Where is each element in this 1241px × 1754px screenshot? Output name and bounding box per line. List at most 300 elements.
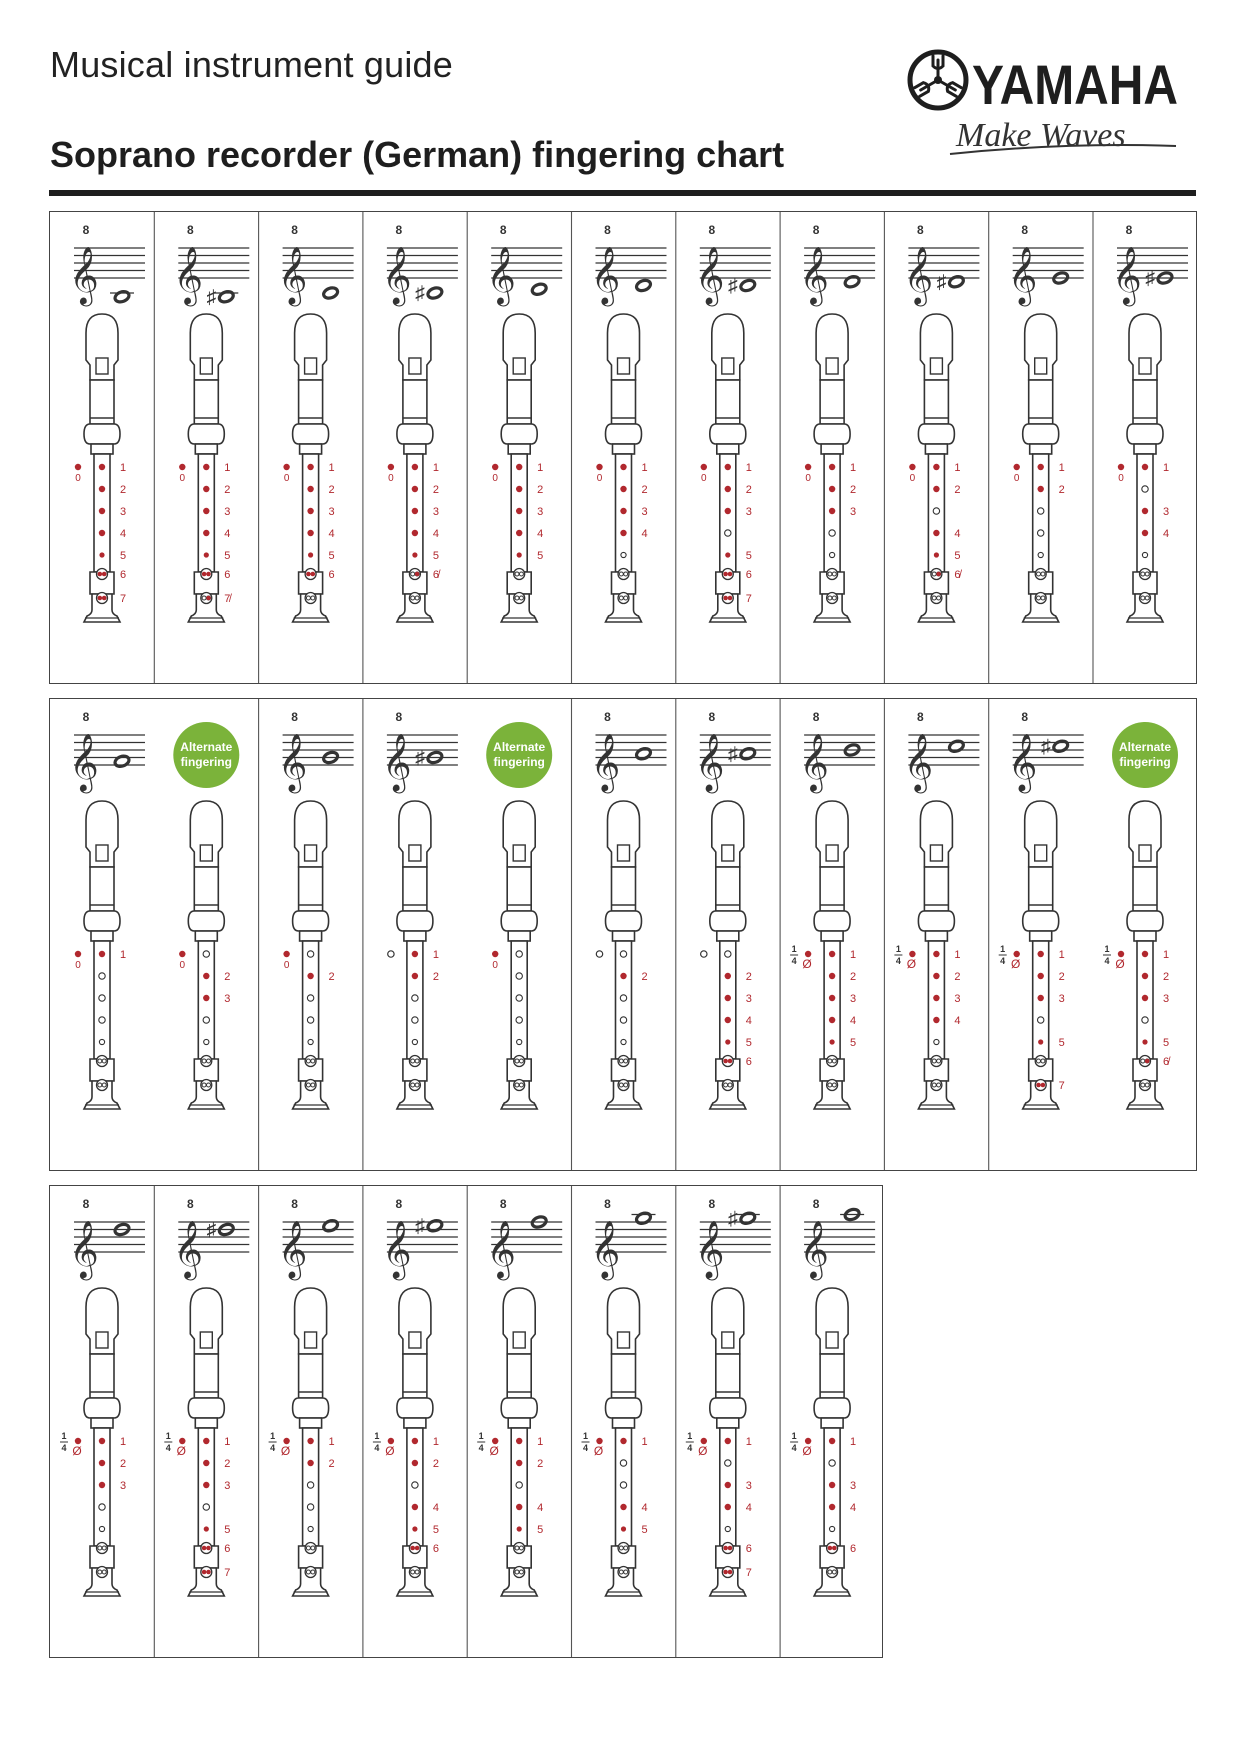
hole-number: 1 [224, 462, 231, 474]
treble-clef-icon: 𝄞 [1112, 247, 1142, 303]
hole-closed [516, 1438, 522, 1444]
hole-number: 1 [1162, 949, 1170, 961]
hole-number: 5 [224, 550, 231, 562]
guide-title: Musical instrument guide [50, 44, 453, 85]
recorder-tenon [814, 424, 850, 444]
hole-closed [620, 973, 626, 979]
note-fingering-cell [989, 699, 1084, 1170]
hole-closed [516, 530, 522, 536]
double-hole-open [311, 596, 315, 600]
octave-mark: 8 [186, 223, 194, 237]
thumb-hole-closed [596, 464, 602, 470]
brand-tagline: Make Waves [956, 117, 1126, 154]
double-hole-open [515, 1570, 519, 1574]
half-fraction-top: 1 [895, 944, 901, 954]
hole-closed [1142, 995, 1148, 1001]
hole-number: 0 [283, 473, 290, 484]
double-hole-open [1141, 1059, 1145, 1063]
recorder-tenon [814, 1398, 850, 1418]
double-hole-open [624, 1546, 628, 1550]
hole-closed [99, 1482, 105, 1488]
thumb-hole-closed [701, 464, 707, 470]
thumb-hole-closed [492, 951, 498, 957]
hole-open [99, 1039, 104, 1044]
treble-clef-icon: 𝄞 [590, 1221, 621, 1277]
double-hole-closed [723, 1546, 728, 1551]
note-fingering-cell [572, 699, 667, 1170]
double-hole-open [832, 572, 836, 576]
hole-closed [725, 995, 731, 1001]
double-hole-open [1037, 1059, 1041, 1063]
hole-closed [203, 464, 209, 470]
note-fingering-cell [780, 699, 875, 1170]
recorder-head [399, 1288, 431, 1354]
double-hole-open [306, 1570, 310, 1574]
hole-open [412, 1017, 418, 1023]
note-fingering-cell [363, 1186, 458, 1657]
double-hole-open [624, 1083, 628, 1087]
chart-title: Soprano recorder (German) fingering chart [50, 134, 785, 175]
double-hole-open [932, 1059, 936, 1063]
hole-number: 4 [432, 528, 439, 540]
double-hole-open [619, 596, 623, 600]
double-hole-open [1145, 596, 1149, 600]
hole-open [203, 1017, 209, 1023]
double-hole-closed [1036, 1083, 1041, 1088]
whole-note [948, 739, 965, 753]
recorder-tenon [710, 1398, 746, 1418]
hole-number: 1 [954, 462, 961, 474]
recorder-head [399, 801, 431, 867]
recorder-head [920, 314, 952, 380]
double-hole-open [832, 1570, 836, 1574]
recorder-tenon [814, 911, 850, 931]
thumb-half-mark: Ø [176, 1444, 186, 1458]
whole-note [531, 282, 548, 296]
double-hole-closed [98, 596, 103, 601]
hole-number: 1 [119, 949, 127, 961]
hole-number: 5 [432, 550, 439, 562]
double-hole-open [828, 1570, 832, 1574]
sharp-icon: ♯ [728, 743, 738, 765]
recorder-tenon [918, 911, 954, 931]
hole-open [725, 1460, 731, 1466]
octave-mark: 8 [708, 223, 716, 237]
octave-mark: 8 [499, 1197, 507, 1211]
hole-open [725, 951, 731, 957]
treble-clef-icon: 𝄞 [695, 1221, 725, 1277]
hole-number: 7 [1058, 1080, 1065, 1092]
hole-closed [307, 973, 313, 979]
recorder-ring [300, 1418, 322, 1428]
octave-mark: 8 [291, 710, 298, 724]
hole-number: 4 [850, 1502, 857, 1514]
recorder-ring [195, 931, 217, 941]
yamaha-logo-graphic [908, 46, 1180, 158]
double-hole-open [102, 1059, 106, 1063]
hole-number: 6 [119, 569, 127, 581]
double-hole-open [932, 572, 936, 576]
hole-number: 5 [1058, 1037, 1065, 1049]
hole-open [99, 973, 105, 979]
double-hole-open [202, 1083, 206, 1087]
half-fraction-top: 1 [791, 1431, 797, 1441]
hole-number: 2 [1058, 971, 1065, 983]
recorder-head [1025, 801, 1057, 867]
hole-number: 6 [224, 1543, 231, 1555]
hole-number: 7 [119, 593, 127, 605]
hole-closed [517, 552, 522, 557]
whole-note [1052, 739, 1069, 753]
hole-closed [725, 464, 731, 470]
hole-number: 6̸ [954, 569, 961, 581]
hole-open [620, 995, 626, 1001]
hole-number: 3 [1162, 993, 1170, 1005]
note-fingering-cell [1093, 212, 1188, 683]
thumb-half-mark: Ø [802, 957, 812, 971]
hole-number: 1 [119, 462, 127, 474]
half-fraction-top: 1 [478, 1431, 484, 1441]
treble-clef-icon: 𝄞 [590, 247, 621, 303]
sharp-icon: ♯ [415, 747, 425, 769]
hole-closed [725, 552, 730, 557]
hole-number: 2 [850, 971, 857, 983]
hole-closed [725, 1438, 731, 1444]
double-hole-open [519, 1083, 523, 1087]
hole-closed [203, 1438, 209, 1444]
recorder-ring [91, 1418, 113, 1428]
hole-closed [829, 1504, 835, 1510]
double-hole-open [624, 1570, 628, 1574]
double-hole-half [936, 572, 941, 577]
recorder-ring [925, 444, 947, 454]
double-hole-open [515, 596, 519, 600]
thumb-half-mark: Ø [1115, 957, 1125, 971]
hole-closed [829, 1438, 835, 1444]
double-hole-open [102, 1570, 106, 1574]
half-fraction-bottom: 4 [895, 956, 901, 966]
note-fingering-cell [259, 212, 354, 683]
alternate-label: Alternate [180, 740, 233, 754]
whole-note [322, 286, 339, 300]
half-fraction-bottom: 4 [61, 1443, 67, 1453]
recorder-tenon [188, 911, 224, 931]
octave-mark: 8 [395, 223, 403, 237]
recorder-ring [717, 444, 739, 454]
recorder-ring [508, 1418, 530, 1428]
hole-open [412, 1039, 417, 1044]
hole-open [412, 1482, 418, 1488]
double-hole-open [828, 572, 832, 576]
hole-closed [620, 464, 626, 470]
hole-number: 3 [119, 506, 127, 518]
octave-mark: 8 [708, 710, 716, 724]
recorder-tenon [606, 1398, 642, 1418]
recorder-tenon [293, 1398, 329, 1418]
hole-number: 1 [328, 462, 335, 474]
hole-number: 0 [179, 473, 186, 484]
whole-note [739, 279, 756, 293]
recorder-tenon [606, 911, 642, 931]
hole-open [516, 951, 522, 957]
alternate-label: Alternate [493, 740, 546, 754]
hole-number: 5 [224, 1524, 231, 1536]
double-hole-open [832, 596, 836, 600]
double-hole-open [519, 1546, 523, 1550]
whole-note [635, 1211, 652, 1225]
octave-mark: 8 [812, 223, 820, 237]
double-hole-open [624, 572, 628, 576]
hole-closed [412, 1438, 418, 1444]
treble-clef-icon: 𝄞 [173, 247, 204, 303]
hole-closed [307, 1460, 313, 1466]
thumb-half-mark: Ø [906, 957, 917, 971]
hole-number: 2 [537, 1458, 544, 1470]
hole-number: 0 [492, 473, 498, 484]
octave-mark: 8 [186, 1197, 194, 1211]
double-hole-open [519, 1059, 523, 1063]
double-hole-open [415, 1570, 419, 1574]
recorder-head [920, 801, 952, 867]
hole-number: 4 [641, 1502, 648, 1514]
double-hole-open [619, 1546, 623, 1550]
hole-number: 0 [75, 473, 81, 484]
half-fraction-top: 1 [1000, 944, 1006, 954]
hole-number: 1 [954, 949, 961, 961]
alternate-label: fingering [180, 755, 232, 769]
hole-number: 1 [850, 949, 857, 961]
whole-note [739, 1211, 756, 1225]
recorder-head [608, 314, 640, 380]
note-fingering-cell [259, 699, 354, 1170]
recorder-ring [195, 444, 217, 454]
hole-open [725, 530, 731, 536]
hole-number: 5 [954, 550, 961, 562]
fingering-row-graphic [50, 1186, 883, 1657]
yamaha-logo [908, 46, 1180, 158]
alternate-fingering-cell [486, 722, 552, 1109]
thumb-hole-closed [283, 464, 289, 470]
note-fingering-cell [60, 1197, 145, 1596]
double-hole-closed [728, 1570, 733, 1575]
double-hole-open [1041, 596, 1045, 600]
hole-closed [307, 508, 313, 514]
recorder-head [712, 1288, 744, 1354]
hole-open [307, 1504, 313, 1510]
hole-closed [725, 508, 731, 514]
hole-number: 3 [850, 993, 857, 1005]
hole-closed [933, 530, 939, 536]
hole-number: 0 [596, 473, 603, 484]
half-fraction-bottom: 4 [687, 1443, 693, 1453]
hole-number: 3 [328, 506, 335, 518]
double-hole-closed [202, 1570, 207, 1575]
brand-name: YAMAHA [972, 53, 1178, 116]
recorder-head [712, 314, 744, 380]
alternate-label: fingering [1119, 755, 1171, 769]
hole-open [516, 1017, 522, 1023]
recorder-ring [613, 444, 635, 454]
hole-number: 0 [1013, 473, 1020, 484]
treble-clef-icon: 𝄞 [486, 1221, 516, 1277]
thumb-hole-closed [179, 464, 185, 470]
hole-closed [203, 973, 209, 979]
thumb-hole-open [701, 951, 707, 957]
double-hole-open [306, 1083, 310, 1087]
whole-note [948, 275, 965, 289]
double-hole-open [411, 1059, 415, 1063]
hole-open [307, 1017, 313, 1023]
octave-mark: 8 [82, 710, 90, 724]
recorder-ring [821, 931, 843, 941]
hole-closed [203, 995, 209, 1001]
recorder-ring [195, 1418, 217, 1428]
thumb-hole-closed [1014, 464, 1020, 470]
note-fingering-cell [676, 1186, 771, 1657]
hole-open [830, 1526, 835, 1531]
double-hole-open [311, 1570, 315, 1574]
double-hole-open [515, 1546, 519, 1550]
double-hole-closed [723, 1059, 728, 1064]
double-hole-open [619, 1570, 623, 1574]
recorder-tenon [1127, 911, 1163, 931]
hole-closed [1142, 530, 1148, 536]
whole-note [114, 290, 131, 304]
hole-closed [307, 486, 313, 492]
recorder-tenon [918, 424, 954, 444]
octave-mark: 8 [499, 223, 507, 237]
note-fingering-cell [363, 699, 458, 1170]
octave-mark: 8 [82, 223, 90, 237]
sharp-icon: ♯ [728, 275, 738, 297]
half-fraction-bottom: 4 [165, 1443, 171, 1453]
hole-number: 4 [641, 528, 648, 540]
double-hole-closed [728, 1546, 733, 1551]
hole-closed [203, 530, 209, 536]
hole-closed [412, 1526, 417, 1531]
hole-number: 1 [850, 1436, 857, 1448]
recorder-tenon [501, 1398, 537, 1418]
hole-number: 1 [641, 1436, 648, 1448]
hole-closed [412, 552, 417, 557]
treble-clef-icon: 𝄞 [903, 247, 934, 303]
double-hole-open [98, 1059, 102, 1063]
recorder-ring [91, 444, 113, 454]
double-hole-open [624, 1059, 628, 1063]
hole-open [1038, 530, 1044, 536]
double-hole-open [415, 1083, 419, 1087]
hole-open [99, 1504, 105, 1510]
alternate-fingering-cell [1103, 722, 1178, 1109]
hole-number: 1 [432, 1436, 439, 1448]
hole-closed [412, 508, 418, 514]
hole-number: 3 [641, 506, 648, 518]
treble-clef-icon: 𝄞 [799, 734, 829, 790]
double-hole-open [311, 1059, 315, 1063]
octave-mark: 8 [1125, 223, 1133, 237]
hole-closed [934, 552, 939, 557]
hole-closed [516, 1460, 522, 1466]
hole-open [830, 552, 835, 557]
hole-number: 2 [432, 1458, 439, 1470]
treble-clef-icon: 𝄞 [277, 1221, 308, 1277]
hole-closed [933, 995, 939, 1001]
half-fraction-top: 1 [687, 1431, 693, 1441]
hole-number: 6 [745, 1543, 752, 1555]
fingering-row-graphic [50, 699, 1196, 1170]
recorder-head [190, 1288, 222, 1354]
hole-open [725, 1526, 730, 1531]
recorder-ring [300, 931, 322, 941]
double-hole-open [1141, 1083, 1145, 1087]
recorder-ring [1030, 931, 1052, 941]
hole-number: 5 [537, 550, 544, 562]
double-hole-half [1145, 1059, 1150, 1064]
recorder-head [295, 1288, 327, 1354]
double-hole-open [311, 1083, 315, 1087]
hole-number: 5 [537, 1524, 544, 1536]
hole-open [308, 1526, 313, 1531]
double-hole-open [1141, 572, 1145, 576]
hole-number: 6 [745, 569, 752, 581]
double-hole-open [724, 1083, 728, 1087]
fingering-row-1 [49, 211, 1197, 684]
hole-open [307, 995, 313, 1001]
hole-closed [204, 1526, 209, 1531]
double-hole-open [937, 1059, 941, 1063]
half-fraction-bottom: 4 [791, 956, 797, 966]
hole-number: 2 [641, 484, 648, 496]
note-fingering-cell [363, 212, 458, 683]
hole-closed [412, 1504, 418, 1510]
double-hole-open [102, 1083, 106, 1087]
hole-closed [933, 973, 939, 979]
hole-number: 2 [1162, 971, 1170, 983]
treble-clef-icon: 𝄞 [799, 1221, 829, 1277]
double-hole-open [828, 1083, 832, 1087]
hole-number: 7 [745, 1567, 752, 1579]
hole-number: 6 [224, 569, 231, 581]
fingering-row-3 [49, 1185, 883, 1658]
double-hole-open [624, 596, 628, 600]
hole-closed [99, 508, 105, 514]
double-hole-closed [728, 1059, 733, 1064]
whole-note [635, 279, 652, 293]
recorder-tenon [606, 424, 642, 444]
hole-open [620, 1460, 626, 1466]
hole-number: 0 [75, 960, 81, 971]
octave-mark: 8 [395, 710, 403, 724]
hole-closed [203, 1460, 209, 1466]
double-hole-closed [206, 572, 211, 577]
hole-open [308, 1039, 313, 1044]
half-fraction-bottom: 4 [791, 1443, 797, 1453]
hole-number: 3 [224, 506, 231, 518]
double-hole-open [1141, 596, 1145, 600]
hole-open [620, 1017, 626, 1023]
octave-mark: 8 [812, 1197, 820, 1211]
recorder-head [712, 801, 744, 867]
double-hole-closed [728, 596, 733, 601]
thumb-half-mark: Ø [593, 1444, 604, 1458]
hole-open [620, 951, 626, 957]
double-hole-closed [102, 596, 107, 601]
double-hole-open [619, 572, 623, 576]
thumb-half-mark: Ø [72, 1444, 82, 1458]
double-hole-open [98, 1546, 102, 1550]
hole-number: 4 [224, 528, 231, 540]
hole-closed [1142, 973, 1148, 979]
